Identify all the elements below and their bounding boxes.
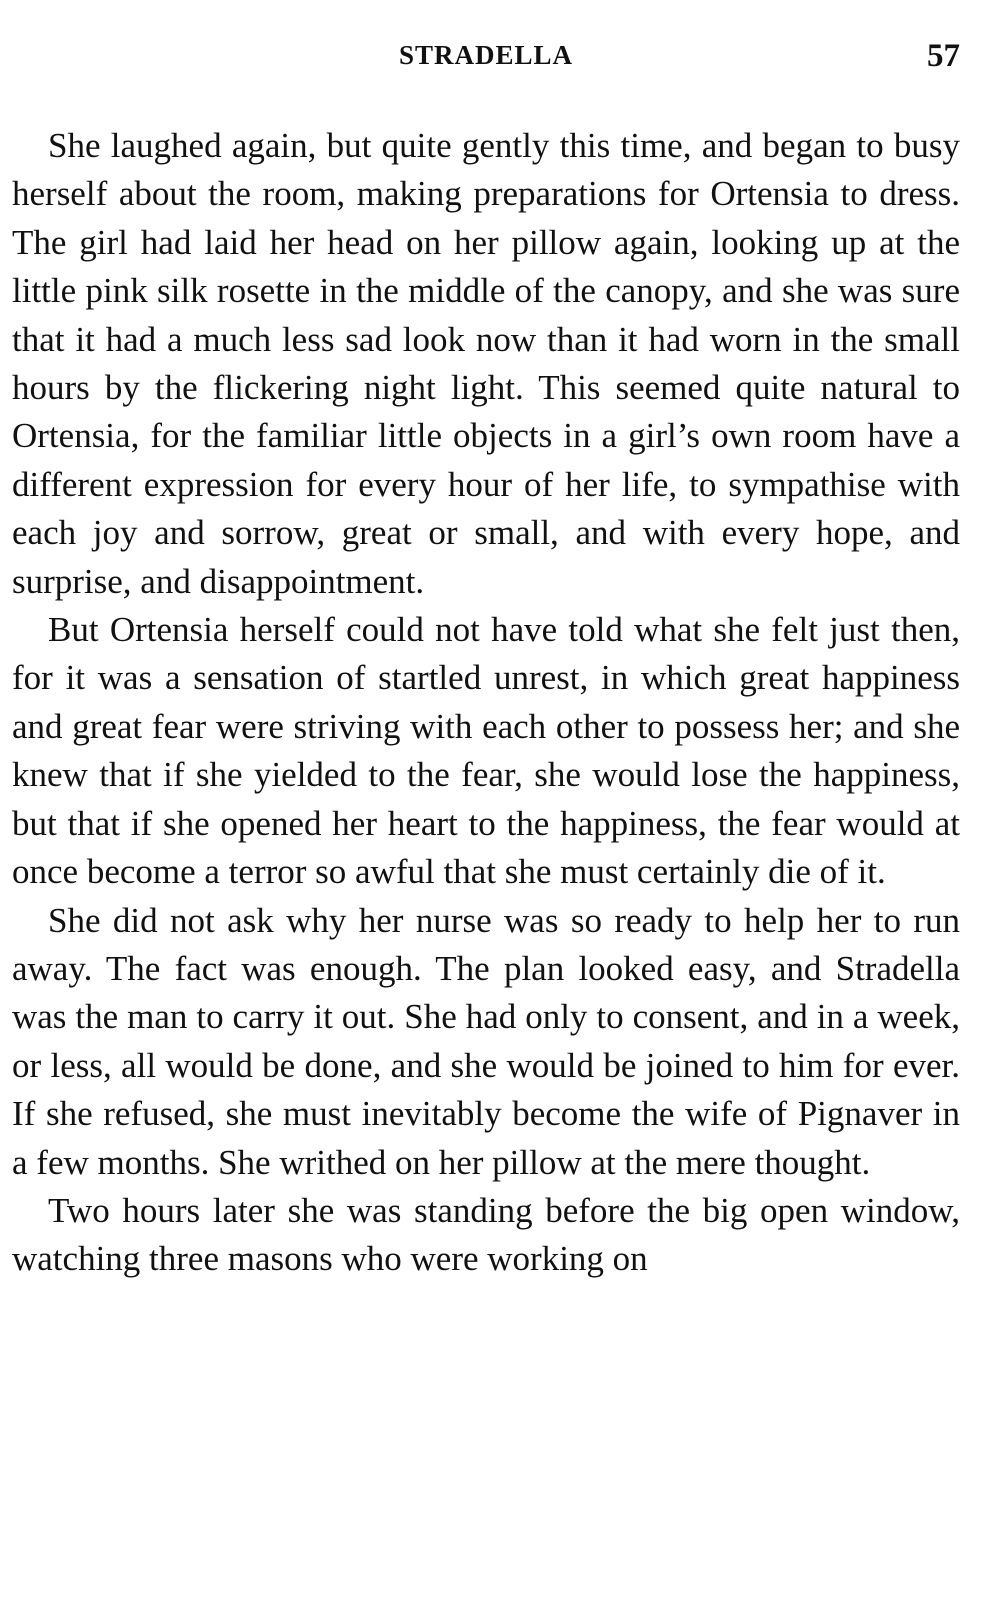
page-number: 57 [927, 38, 960, 74]
body-text [12, 122, 960, 1284]
running-head [12, 40, 960, 90]
running-title: STRADELLA [398, 40, 574, 70]
paragraph-3: She did not ask why her nurse was so ready to help her to run away. The fact was enough. The plan looked easy, and Stradella was the man to carry it out. She had only to consent, and in a week, or less, all would be done, and she would be joined to him for ever. If she refused, she must inevitably become the wife of Pignaver in a few months. She writhed on her pillow at the mere thought. [12, 900, 960, 1182]
paragraph-4: Two hours later she was standing before the big open window, watching three masons who were working on [12, 1190, 960, 1279]
paragraph-1: She laughed again, but quite gently this time, and began to busy herself about the room, making preparations for Ortensia to dress. The girl had laid her head on her pillow again, looking up at the little pink silk rosette in the middle of the canopy, and she was sure that it had a much less sad look now than it had worn in the small hours by the flickering night light. This seemed quite natural to Ortensia, for the familiar little objects in a girl’s own room have a different expression for every hour of her life, to sympathise with each joy and sorrow, great or small, and with every hope, and surprise, and disappointment. [12, 126, 960, 601]
paragraph-2: But Ortensia herself could not have told what she felt just then, for it was a sensation of startled unrest, in which great happiness and great fear were striving with each other to possess her; and she knew that if she yielded to the fear, she would lose the happiness, but that if she opened her heart to the happiness, the fear would at once become a terror so awful that she must certainly die of it. [12, 610, 960, 892]
